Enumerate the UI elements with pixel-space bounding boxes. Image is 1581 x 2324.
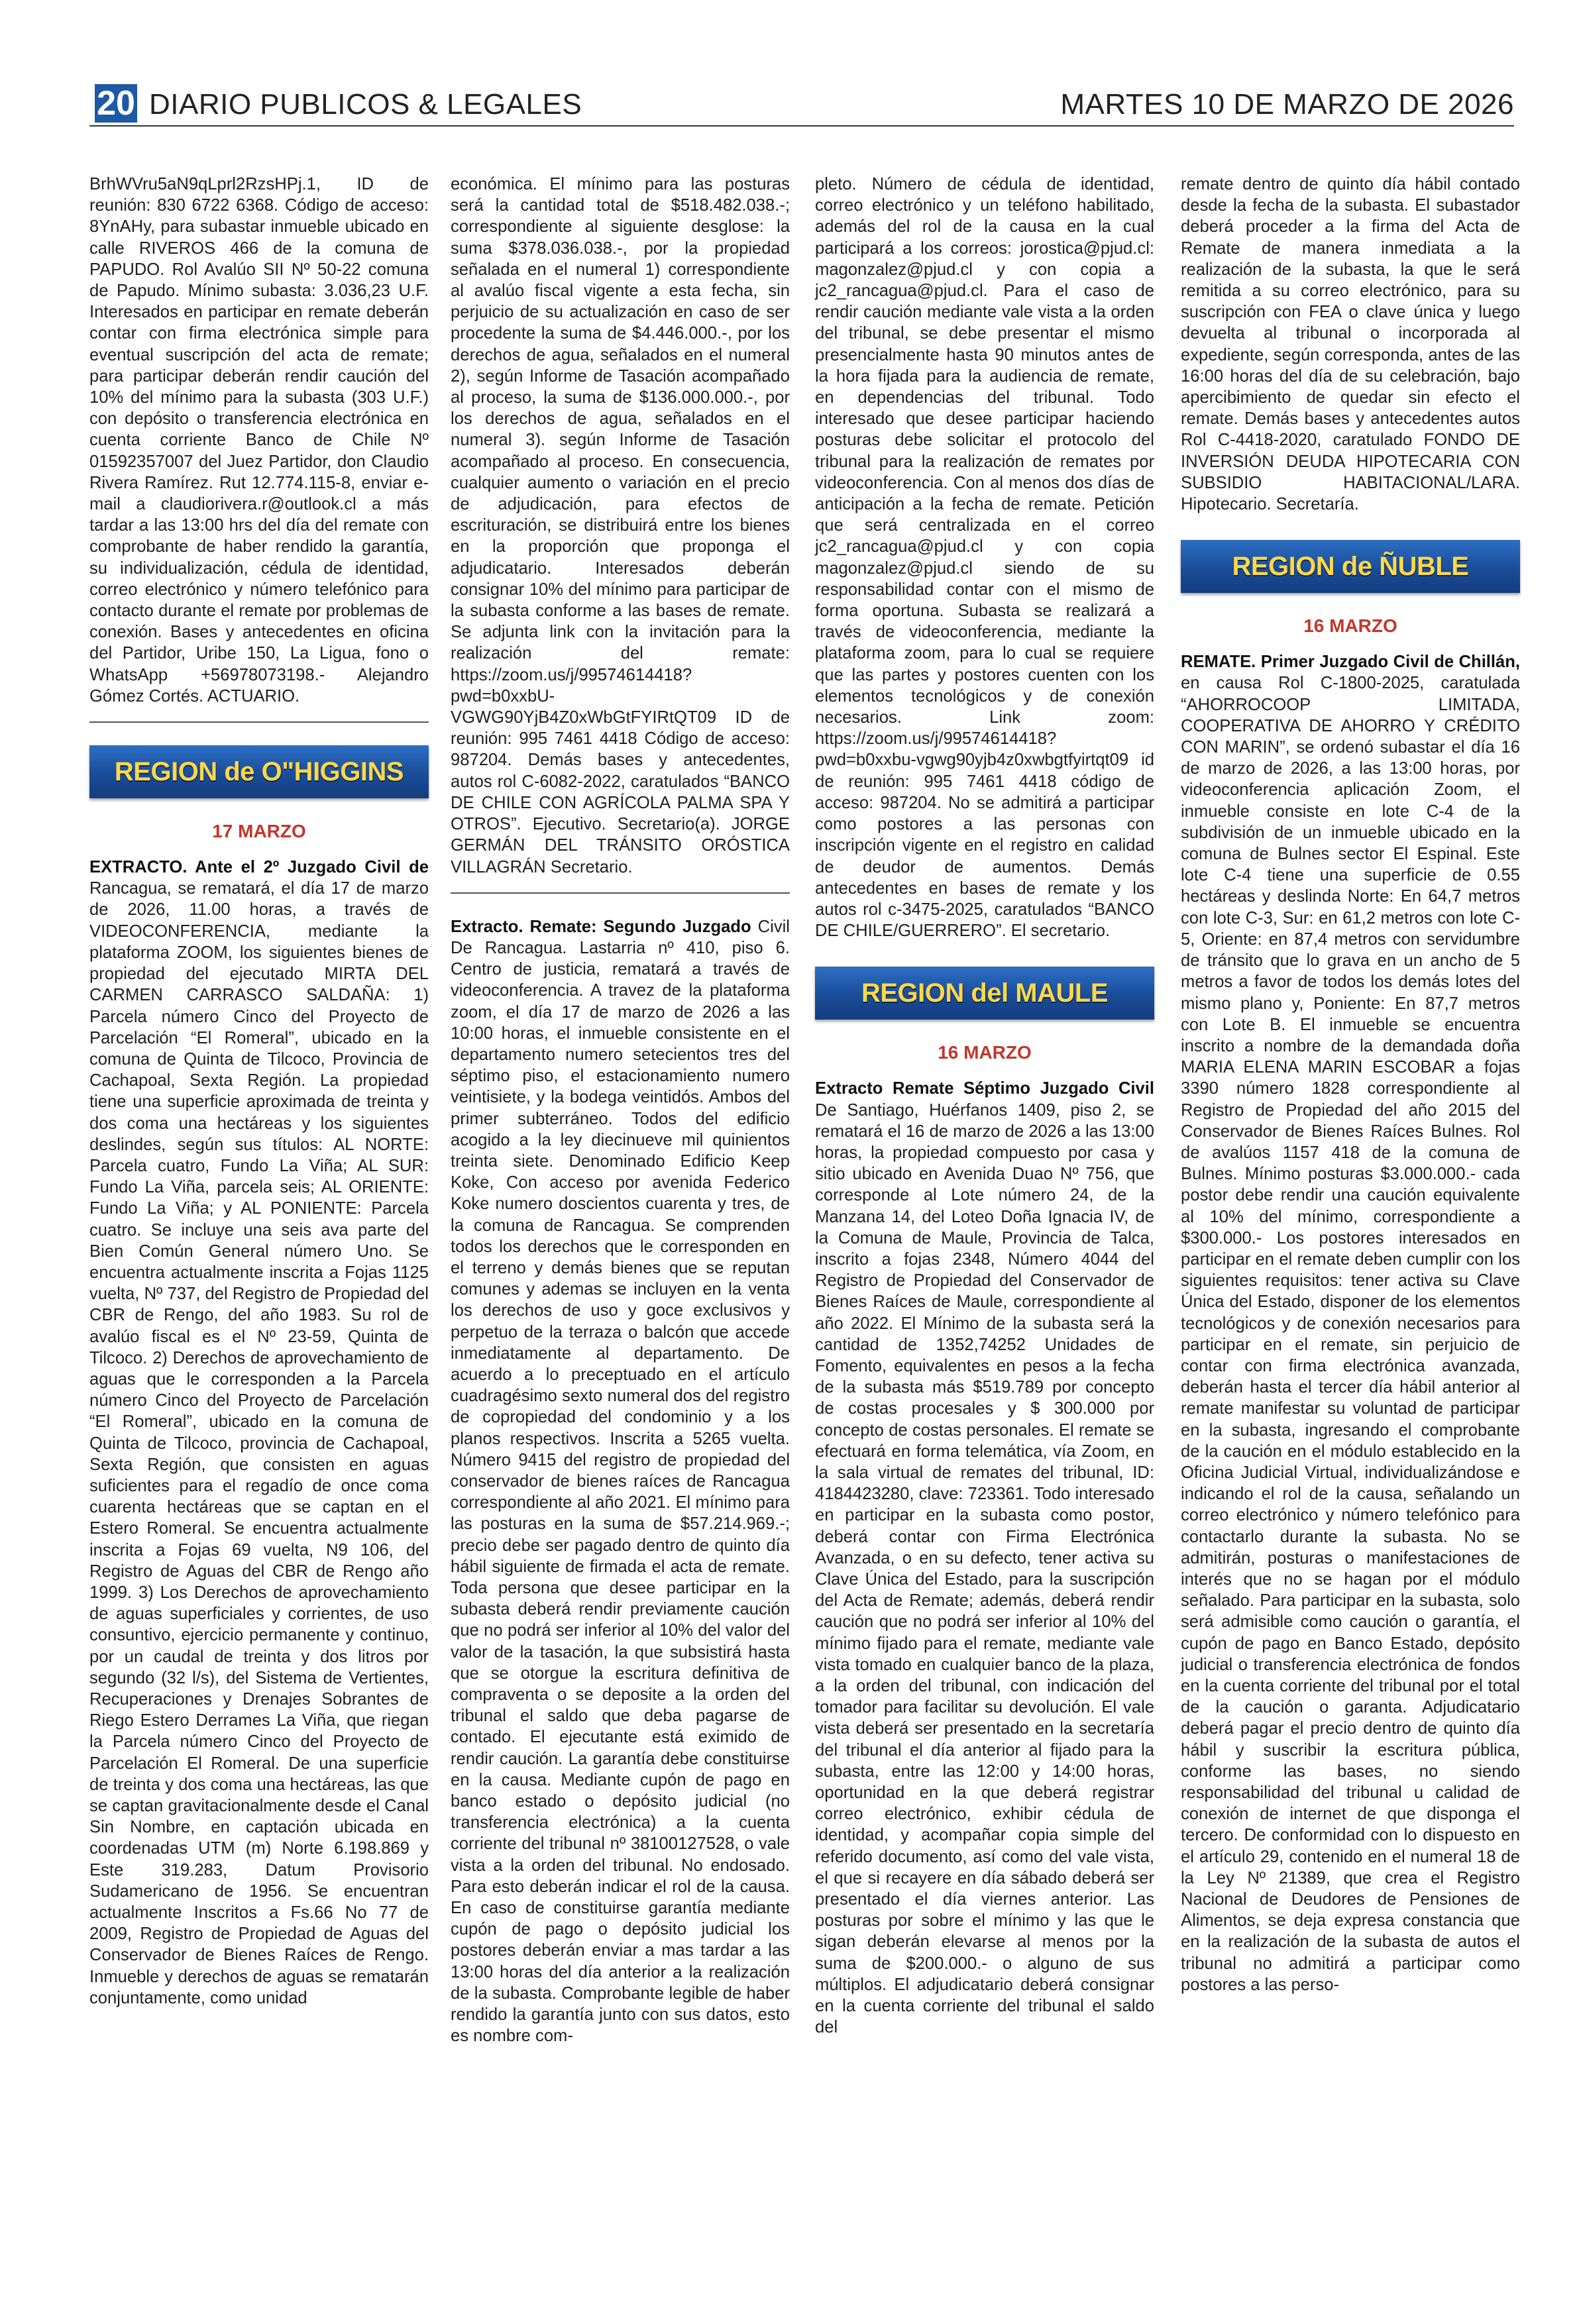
notice-continued: remate dentro de quinto día hábil contado desde la fecha de la subasta. El subastador deberá proceder a la firma del Acta de Remate de manera inmediata a la realización de la subasta, la que le será remitida a su correo electrónico, para su suscripción con FEA o clave única y luego devuelta al tribunal o incorporada al expediente, según corresponda, antes de las 16:00 horas del día de su celebración, bajo apercibimiento de quedar sin efecto el remate. Demás bases y antecedentes autos Rol C-4418-2020, caratulado FONDO DE INVERSIÓN DEUDA HIPOTECARIA CON SUBSIDIO HABITACIONAL/LARA. Hipotecario. Secretaría. — [1181, 175, 1520, 514]
notice — [89, 857, 429, 2009]
notice-text: De Santiago, Huérfanos 1409, piso 2, se rematará el 16 de marzo de 2026 a las 13:00 horas, la propiedad compuesto por casa y sitio ubicado en Avenida Duao Nº 756, que corresponde al Lote número 24, de la Manzana 14, del Loteo Doña Ignacia IV, de la Comuna de Maule, Provincia de Talca, inscrito a fojas 2348, Número 4044 del Registro de Propiedad del Conservador de Bienes Raíces de Maule, correspondiente al año 2022. El Mínimo de la subasta será la cantidad de 1352,74252 Unidades de Fomento, equivalentes en pesos a la fecha de la subasta más $519.789 por concepto de costas procesales y $ 300.000 por concepto de costas personales. El remate se efectuará en forma telemática, vía Zoom, en la sala virtual de remates del tribunal, ID: 4184423280, clave: 723361. Todo interesado en participar en la subasta como postor, deberá contar con Firma Electrónica Avanzada, o en su defecto, tener activa su Clave Única del Estado, para la suscripción del Acta de Remate; además, deberá rendir caución que no podrá ser inferior al 10% del mínimo fijado para el remate, mediante vale vista tomado en cualquier banco de la plaza, a la orden del tribunal, con indicación del tomador para facilitar su devolución. El vale vista deberá ser presentado en la secretaría del tribunal el día anterior al fijado para la subasta, entre las 12:00 y 14:00 horas, oportunidad en la que deberá registrar correo electrónico, exhibir cédula de identidad, y acompañar copia simple del referido documento, así como del vale vista, el que si recayere en día sábado deberá ser presentado el día viernes anterior. Las posturas por sobre el mínimo y las que le sigan deberán elevarse al menos por la suma de $200.000.- o alguno de sus múltiplos. El adjudicatario deberá consignar en la cuenta corriente del tribunal el saldo del — [815, 1100, 1154, 2037]
notice-text: Civil De Rancagua. Lastarria nº 410, piso 6. Centro de justicia, rematará a través de videoconferencia. A travez de la plataforma zoom, el día 17 de marzo de 2026 a las 10:00 horas, el inmueble consistente en el departamento numero setecientos tres del séptimo piso, el estacionamiento numero veintisiete, y la bodega veintidós. Ambos del primer subterráneo. Todos del edificio acogido a la ley diecinueve mil quinientos treinta siete. Denominado Edificio Keep Koke, Con acceso por avenida Federico Koke numero doscientos cuarenta y tres, de la comuna de Rancagua. Se comprenden todos los derechos que le corresponden en el terreno y demás bienes que se reputan comunes y ademas se incluyen en la venta los derechos de uso y goce exclusivos y perpetuo de la terraza o balcón que accede inmediatamente al departamento. De acuerdo a lo preceptuado en el artículo cuadragésimo sexto numeral dos del registro de copropiedad del condominio y a los planos respectivos. Inscrita a 5265 vuelta. Número 9415 del registro de propiedad del conservador de bienes raíces de Rancagua correspondiente al año 2021. El mínimo para las posturas en la suma de $57.214.969.-; precio debe ser pagado dentro de quinto día hábil siguiente de firmada el acta de remate. Toda persona que desee participar en la subasta deberá rendir previamente caución que no podrá ser inferior al 10% del valor del valor de la tasación, la que subsistirá hasta que se otorgue la escritura definitiva de compraventa o se deposite a la orden del tribunal el saldo que deba pagarse de contado. El ejecutante está eximido de rendir caución. La garantía debe constituirse en la causa. Mediante cupón de pago en banco estado o depósito judicial (no transferencia electrónica) a la cuenta corriente del tribunal nº 38100127528, o vale vista a la orden del tribunal. No endosado. Para esto deberán indicar el rol de la causa. En caso de constituirse garantía mediante cupón de pago o depósito judicial los postores deberán enviar a mas tardar a las 13:00 horas del día anterior a la realización de la subasta. Comprobante legible de haber rendido la garantía junto con sus datos, esto es nombre com- — [451, 917, 790, 2046]
notice — [1181, 651, 1520, 1995]
section-date: 17 MARZO — [212, 821, 306, 842]
notice-lead: Extracto. Remate: Segundo Juzgado — [451, 917, 751, 936]
region-banner-maule: REGION del MAULE — [815, 967, 1154, 1020]
section-date: 16 MARZO — [1303, 615, 1397, 637]
column-4 — [1181, 174, 1520, 1995]
notice-continued: BrhWVru5aN9qLprl2RzsHPj.1, ID de reunión: 830 6722 6368. Código de acceso: 8YnAHy, para subastar inmueble ubicado en calle RIVEROS 466 de la comuna de PAPUDO. Rol Avalúo SII Nº 50-22 comuna de Papudo. Mínimo subasta: 3.036,23 U.F. Interesados en participar en remate deberán contar con firma electrónica simple para eventual suscripción del acta de remate; para participar deberán rendir caución del 10% del mínimo para la subasta (303 U.F.) con depósito o transferencia electrónica en cuenta corriente Banco de Chile Nº 01592357007 del Juez Partidor, don Claudio Rivera Ramírez. Rut 12.774.115-8, enviar e-mail a claudiorivera.r@outlook.cl a más tardar a las 13:00 hrs del día del remate con comprobante de haber rendido la garantía, su individualización, cédula de identidad, correo electrónico y número telefónico para contacto durante el remate por problemas de conexión. Bases y antecedentes en oficina del Partidor, Uribe 150, La Ligua, fono o WhatsApp +56978073198.- Alejandro Gómez Cortés. ACTUARIO. — [89, 175, 429, 706]
newspaper-name: DIARIO PUBLICOS & LEGALES — [149, 88, 582, 121]
page-header — [89, 84, 1514, 123]
column-2 — [451, 174, 790, 2046]
divider — [451, 892, 790, 894]
notice-continued: económica. El mínimo para las posturas será la cantidad total de $518.482.038.-; correspondiente al siguiente desglose: la suma $378.036.038.-, por la propiedad señalada en el numeral 1) correspondiente al avalúo fiscal vigente a esta fecha, sin perjuicio de su actualización en caso de ser procedente la suma de $4.446.000.-, por los derechos de agua, señalados en el numeral 2), según Informe de Tasación acompañado al proceso, la suma de $136.000.000.-, por los derechos de agua, señalados en el numeral 3). según Informe de Tasación acompañado al proceso. En consecuencia, cualquier aumento o variación en el precio de adjudicación, para efectos de escrituración, se distribuirá entre los bienes en la proporción que proponga el adjudicatario. Interesados deberán consignar 10% del mínimo para participar de la subasta conforme a las bases de remate. Se adjunta link con la invitación para la realización del remate: https://zoom.us/j/99574614418?pwd=b0xxbU-VGWG90YjB4Z0xWbGtFYIRtQT09 ID de reunión: 995 7461 4418 Código de acceso: 987204. Demás bases y antecedentes, autos rol C-6082-2022, caratulados “BANCO DE CHILE CON AGRÍCOLA PALMA SPA Y OTROS”. Ejecutivo. Secretario(a). JORGE GERMÁN DEL TRÁNSITO ORÓSTICA VILLAGRÁN Secretario. — [451, 175, 790, 876]
region-banner-ohiggins: REGION de O"HIGGINS — [89, 745, 429, 798]
notice — [815, 1078, 1154, 2038]
notice-continued: pleto. Número de cédula de identidad, correo electrónico y un teléfono habilitado, además del rol de la causa en la cual participará a los correos: jorostica@pjud.cl: magonzalez@pjud.cl y con copia a jc2_rancagua@pjud.cl. Para el caso de rendir caución mediante vale vista a la orden del tribunal, se debe presentar el mismo presencialmente hasta 90 minutos antes de la hora fijada para la audiencia de remate, en dependencias del tribunal. Todo interesado que desee participar haciendo posturas debe solicitar el protocolo del tribunal para la realización de remates por videoconferencia. Con al menos dos días de anticipación a la fecha de remate. Petición que será centralizada en el correo jc2_rancagua@pjud.cl y con copia magonzalez@pjud.cl siendo de su responsabilidad contar con el mismo de forma oportuna. Subasta se realizará a través de videoconferencia, mediante la plataforma zoom, para lo cual se requiere que las partes y postores cuenten con los elementos tecnológicos y de conexión necesarios. Link zoom: https://zoom.us/j/99574614418?pwd=b0xxbu-vgwg90yjb4z0xwbgtfyirtqt09 id de reunión: 995 7461 4418 código de acceso: 987204. No se admitirá a participar como postores a las personas con inscripción vigente en el registro en calidad de deudor de aumentos. Demás antecedentes en bases de remate y los autos rol c-3475-2025, caratulados “BANCO DE CHILE/GUERRERO”. El secretario. — [815, 175, 1154, 941]
divider — [89, 721, 429, 723]
notice-text: en causa Rol C-1800-2025, caratulada “AHORROCOOP LIMITADA, COOPERATIVA DE AHORRO Y CRÉDITO CON MARIN”, se ordenó subastar el día 16 de marzo de 2026, a las 13:00 horas, por videoconferencia aplicación Zoom, el inmueble consiste en lote C-4 de la subdivisión de un inmueble ubicado en la comuna de Bulnes sector El Espinal. Este lote C-4 tiene una superficie de 0.55 hectáreas y deslinda Norte: En 64,7 metros con lote C-3, Sur: en 61,2 metros con lote C-5, Oriente: en 87,4 metros con servidumbre de tránsito que lo grava en un ancho de 5 metros a favor de todos los demás lotes del mismo plano y, Poniente: En 87,7 metros con Lote B. El inmueble se encuentra inscrito a nombre de la demandada doña MARIA ELENA MARIN ESCOBAR a fojas 3390 número 1828 correspondiente al Registro de Propiedad del año 2015 del Conservador de Bienes Raíces Bulnes. Rol de avalúos 1157 418 de la comuna de Bulnes. Mínimo posturas $3.000.000.- cada postor debe rendir una caución equivalente al 10% del mínimo, correspondiente a $300.000.- Los postores interesados en participar en el remate deben cumplir con los siguientes requisitos: tener activa su Clave Única del Estado, disponer de los elementos tecnológicos y de conexión necesarios para participar en el remate, sin perjuicio de contar con firma electrónica avanzada, deberán hasta el tercer día hábil anterior al remate manifestar su voluntad de participar en la subasta, ingresando el comprobante de la caución en el módulo establecido en la Oficina Judicial Virtual, individualizándose e indicando el rol de la causa, señalando un correo electrónico y número telefónico para contactarlo durante la subasta. No se admitirán, posturas o manifestaciones de interés que no se hagan por el módulo señalado. Para participar en la subasta, solo será admisible como caución o garantía, el cupón de pago en Banco Estado, depósito judicial o transferencia electrónica de fondos en la cuenta corriente del tribunal por el total de la caución o garanta. Adjudicatario deberá pagar el precio dentro de quinto día hábil y suscribir la escritura pública, conforme las bases, no siendo responsabilidad del tribunal u calidad de conexión de internet de que disponga el tercero. De conformidad con lo dispuesto en el artículo 29, contenido en el numeral 18 de la Ley Nº 21389, que crea el Registro Nacional de Deudores de Pensiones de Alimentos, se deja expresa constancia que en la realización de la subasta de autos el tribunal no admitirá a participar como postores a las perso- — [1181, 674, 1520, 1994]
page-number: 20 — [95, 84, 137, 123]
region-banner-nuble: REGION de ÑUBLE — [1181, 540, 1520, 593]
notice-lead: Extracto Remate Séptimo Juzgado Civil — [815, 1079, 1154, 1098]
notice-lead: EXTRACTO. Ante el 2º Juzgado Civil de — [89, 858, 429, 877]
column-3 — [815, 174, 1154, 2038]
issue-date: MARTES 10 DE MARZO DE 2026 — [1060, 88, 1514, 121]
header-rule — [89, 125, 1514, 127]
notice-text: Rancagua, se rematará, el día 17 de marzo de 2026, 11.00 horas, a través de VIDEOCONFERENCIA, mediante la plataforma ZOOM, los siguientes bienes de propiedad del ejecutado MIRTA DEL CARMEN CARRASCO SALDAÑA: 1) Parcela número Cinco del Proyecto de Parcelación “El Romeral”, ubicado en la comuna de Quinta de Tilcoco, Provincia de Cachapoal, Sexta Región. La propiedad tiene una superficie aproximada de treinta y dos coma una hectáreas y los siguientes deslindes, según sus títulos: AL NORTE: Parcela cuatro, Fundo La Viña; AL SUR: Fundo La Viña, parcela seis; AL ORIENTE: Fundo La Viña; y AL PONIENTE: Parcela cuatro. Se incluye una seis ava parte del Bien Común General número Uno. Se encuentra actualmente inscrita a Fojas 1125 vuelta, Nº 737, del Registro de Propiedad del CBR de Rengo, del año 1983. Su rol de avalúo fiscal es el Nº 23-59, Quinta de Tilcoco. 2) Derechos de aprovechamiento de aguas que le corresponden a la Parcela número Cinco del Proyecto de Parcelación “El Romeral”, ubicado en la comuna de Quinta de Tilcoco, provincia de Cachapoal, Sexta Región, que consisten en aguas suficientes para el regadío de once coma cuarenta hectáreas que se captan en el Estero Romeral. Se encuentra actualmente inscrita a Fojas 69 vuelta, N9 106, del Registro de Aguas del CBR de Rengo año 1999. 3) Los Derechos de aprovechamiento de aguas superficiales y corrientes, de uso consuntivo, ejercicio permanente y continuo, por un caudal de treinta y dos litros por segundo (32 l/s), del Sistema de Vertientes, Recuperaciones y Drenajes Sobrantes de Riego Estero Derrames La Viña, que riegan la Parcela número Cinco del Proyecto de Parcelación El Romeral. De una superficie de treinta y dos coma una hectáreas, las que se captan gravitacionalmente desde el Canal Sin Nombre, en captación ubicada en coordenadas UTM (m) Norte 6.198.869 y Este 319.283, Datum Provisorio Sudamericano de 1956. Se encuentran actualmente Inscritos a Fs.66 No 77 de 2009, Registro de Propiedad de Aguas del Conservador de Bienes Raíces de Rengo. Inmueble y derechos de aguas se rematarán conjuntamente, como unidad — [89, 879, 429, 2007]
notice-lead: REMATE. Primer Juzgado Civil de Chillán, — [1181, 653, 1520, 672]
section-date: 16 MARZO — [938, 1042, 1032, 1063]
notice — [451, 916, 790, 2047]
column-1 — [89, 174, 429, 2009]
